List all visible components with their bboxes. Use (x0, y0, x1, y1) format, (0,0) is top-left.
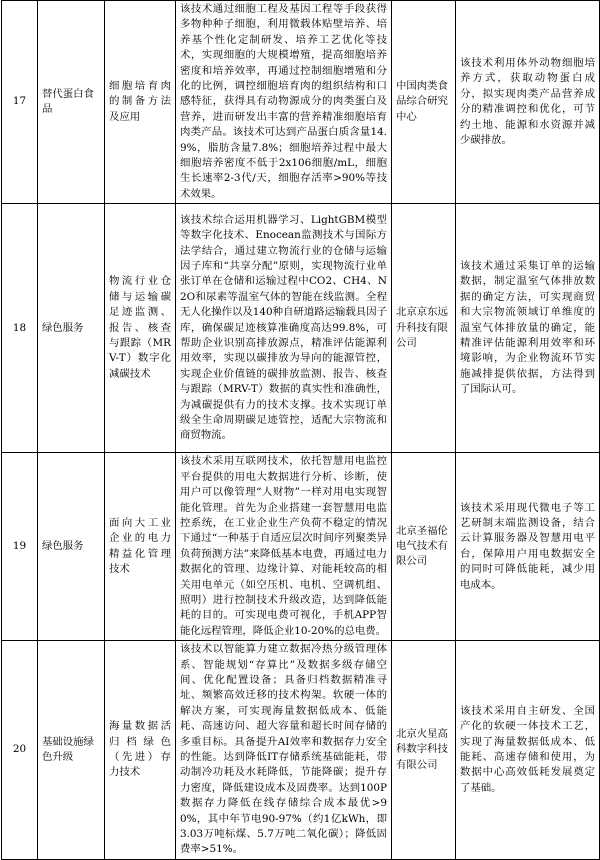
tech-name-cell: 海量数据活归档绿色（先进）存力技术 (105, 641, 176, 860)
tech-description-cell: 该技术通过细胞工程及基因工程等手段获得多物种种子细胞，利用微载体贴壁培养、培养基个性化定制研发、培养工艺优化等技术，实现细胞的大规模增殖，提高细胞培养密度和培养效率，再通过控制细胞增殖和分化的比例，调控细胞培育肉的组织结构和口感特征，获得具有动物源成分的肉类蛋白及营养，进而研发出丰富的营养精准细胞培育肉类产品。该技术可达到产品蛋白质含量14.9%，脂肪含量7.8%；细胞培养过程中最大细胞培养密度不低于2x106细胞/mL，细胞生长速率2-3代/天，细胞存活率>90%等技术效果。 (176, 1, 392, 204)
organization-cell: 北京圣福伦电气技术有限公司 (392, 453, 456, 641)
organization-cell: 北京京东远升科技有限公司 (392, 204, 456, 453)
category-cell: 基础设施绿色升级 (38, 641, 105, 860)
organization-cell: 北京火星高科数字科技有限公司 (392, 641, 456, 860)
category-cell: 绿色服务 (38, 204, 105, 453)
row-number-cell: 20 (2, 641, 38, 860)
tech-catalog-table (1, 0, 600, 860)
category-cell: 绿色服务 (38, 453, 105, 641)
tech-name-cell: 物流行业仓储与运输碳足迹监测、报告、核查与跟踪（MRV-T）数字化减碳技术 (105, 204, 176, 453)
table-row (2, 453, 600, 641)
table-row (2, 204, 600, 453)
tech-name-cell: 面向大工业企业的电力精益化管理技术 (105, 453, 176, 641)
effect-cell: 该技术采用现代微电子等工艺研制末端监测设备，结合云计算服务器及智慧用电平台，保障用户用电数据安全的同时可降低能耗，减少用电成本。 (456, 453, 600, 641)
table-row (2, 641, 600, 860)
effect-cell: 该技术通过采集订单的运输数据，制定温室气体排放数据的确定方法，可实现商贸和大宗物流领域订单维度的温室气体排放量的确定，能精准评估能源利用效率和环境影响，为企业物流环节实施减排提供依据，方法得到了国际认可。 (456, 204, 600, 453)
organization-cell: 中国肉类食品综合研究中心 (392, 1, 456, 204)
tech-description-cell: 该技术以智能算力建立数据冷热分级管理体系、智能规划“存算比”及数据多级存储空间、优化配置设备；具备归档数据精准寻址、频繁高效迁移的技术构架。软硬一体的解决方案，可实现海量数据低成本、低能耗、高速访问、超大容量和超长时间存储的多重目标。具备提升AI效率和数据存力安全的性能。达到降低IT存储系统基础能耗，带动制冷功耗及水耗降低，节能降碳；提升存力密度，降低建设成本及固费率。达到100P数据存力降低在线存储综合成本最优>90%，其中年节电90-97%（约1亿kWh，即3.03万吨标煤、5.7万吨二氧化碳）；降低固费率>51%。 (176, 641, 392, 860)
table-row (2, 1, 600, 204)
row-number-cell: 18 (2, 204, 38, 453)
tech-description-cell: 该技术综合运用机器学习、LightGBM模型等数字化技术、Enocean监测技术与国际方法学结合，通过建立物流行业的仓储与运输因子库和“共享分配”原则，实现物流行业单张订单在仓储和运输过程中CO2、CH4、N2O和尿素等温室气体的智能在线监测。全程无人化操作以及140种自研道路运输载具因子库，确保碳足迹核算准确度高达99.8%，可帮助企业识别高排放源点，精准评估能源利用效率，实现以碳排放为导向的能源管控，实现企业价值链的碳排放监测、报告、核查与跟踪（MRV-T）数据的真实性和准确性，为减碳提供有力的技术支撑。技术实现订单级全生命周期碳足迹管控，适配大宗物流和商贸物流。 (176, 204, 392, 453)
effect-cell: 该技术采用自主研发、全国产化的软硬一体技术工艺，实现了海量数据低成本、低能耗、高速存储和使用，为数据中心高效低耗发展奠定了基础。 (456, 641, 600, 860)
effect-cell: 该技术利用体外动物细胞培养方式，获取动物蛋白成分，拟实现肉类产品营养成分的精准调控和优化，可节约土地、能源和水资源并减少碳排放。 (456, 1, 600, 204)
tech-description-cell: 该技术采用互联网技术，依托智慧用电监控平台提供的用电大数据进行分析、诊断，使用户可以像管理“人财物”一样对用电实现智能化管理。首先为企业搭建一套智慧用电监控系统，在工业企业生产负荷不稳定的情况下通过“一种基于自适应层次时间序列聚类异负荷预测方法”来降低基本电费，再通过电力数据化的管理、边缘计算、对能耗较高的相关用电单元（如空压机、电机、空调机组、照明）进行控制技术升级改造，达到降低能耗的目的。可实现电费可视化，手机APP智能化远程管理，降低企业10-20%的总电费。 (176, 453, 392, 641)
row-number-cell: 19 (2, 453, 38, 641)
row-number-cell: 17 (2, 1, 38, 204)
tech-name-cell: 细胞培育肉的制备方法及应用 (105, 1, 176, 204)
category-cell: 替代蛋白食品 (38, 1, 105, 204)
